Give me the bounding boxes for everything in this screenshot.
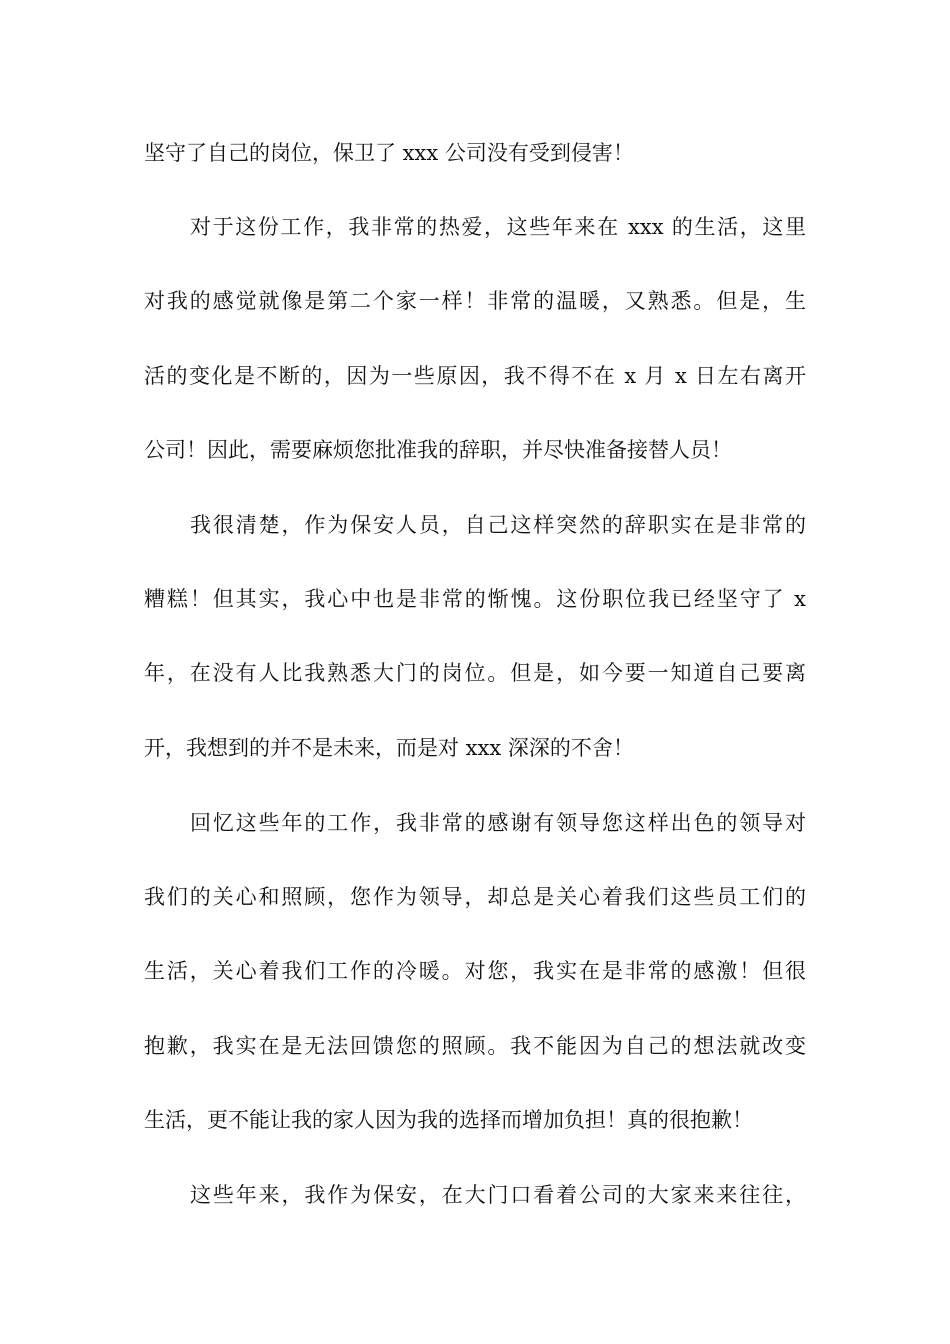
text-line-13: 抱歉，我实在是无法回馈您的照顾。我不能因为自己的想法就改变 xyxy=(144,1034,806,1058)
text-line-14: 生活，更不能让我的家人因为我的选择而增加负担！真的很抱歉！ xyxy=(144,1108,753,1132)
text-line-2: 对于这份工作，我非常的热爱，这些年来在 xxx 的生活，这里 xyxy=(190,215,806,239)
text-line-3: 对我的感觉就像是第二个家一样！非常的温暖，又熟悉。但是，生 xyxy=(144,289,806,313)
text-line-12: 生活，关心着我们工作的冷暖。对您，我实在是非常的感激！但很 xyxy=(144,959,806,983)
text-line-8: 年，在没有人比我熟悉大门的岗位。但是，如今要一知道自己要离 xyxy=(144,661,806,685)
text-line-7: 糟糕！但其实，我心中也是非常的惭愧。这份职位我已经坚守了 x xyxy=(144,587,806,611)
text-line-6: 我很清楚，作为保安人员，自己这样突然的辞职实在是非常的 xyxy=(190,513,806,537)
text-line-11: 我们的关心和照顾，您作为领导，却总是关心着我们这些员工们的 xyxy=(144,885,806,909)
text-line-9: 开，我想到的并不是未来，而是对 xxx 深深的不舍！ xyxy=(144,736,634,760)
text-line-4: 活的变化是不断的，因为一些原因，我不得不在 x 月 x 日左右离开 xyxy=(144,364,806,388)
text-line-5: 公司！因此，需要麻烦您批准我的辞职，并尽快准备接替人员！ xyxy=(144,438,732,462)
text-line-10: 回忆这些年的工作，我非常的感谢有领导您这样出色的领导对 xyxy=(190,811,806,835)
text-line-1: 坚守了自己的岗位，保卫了 xxx 公司没有受到侵害！ xyxy=(144,141,634,165)
text-line-15: 这些年来，我作为保安，在大门口看着公司的大家来来往往， xyxy=(190,1183,806,1207)
